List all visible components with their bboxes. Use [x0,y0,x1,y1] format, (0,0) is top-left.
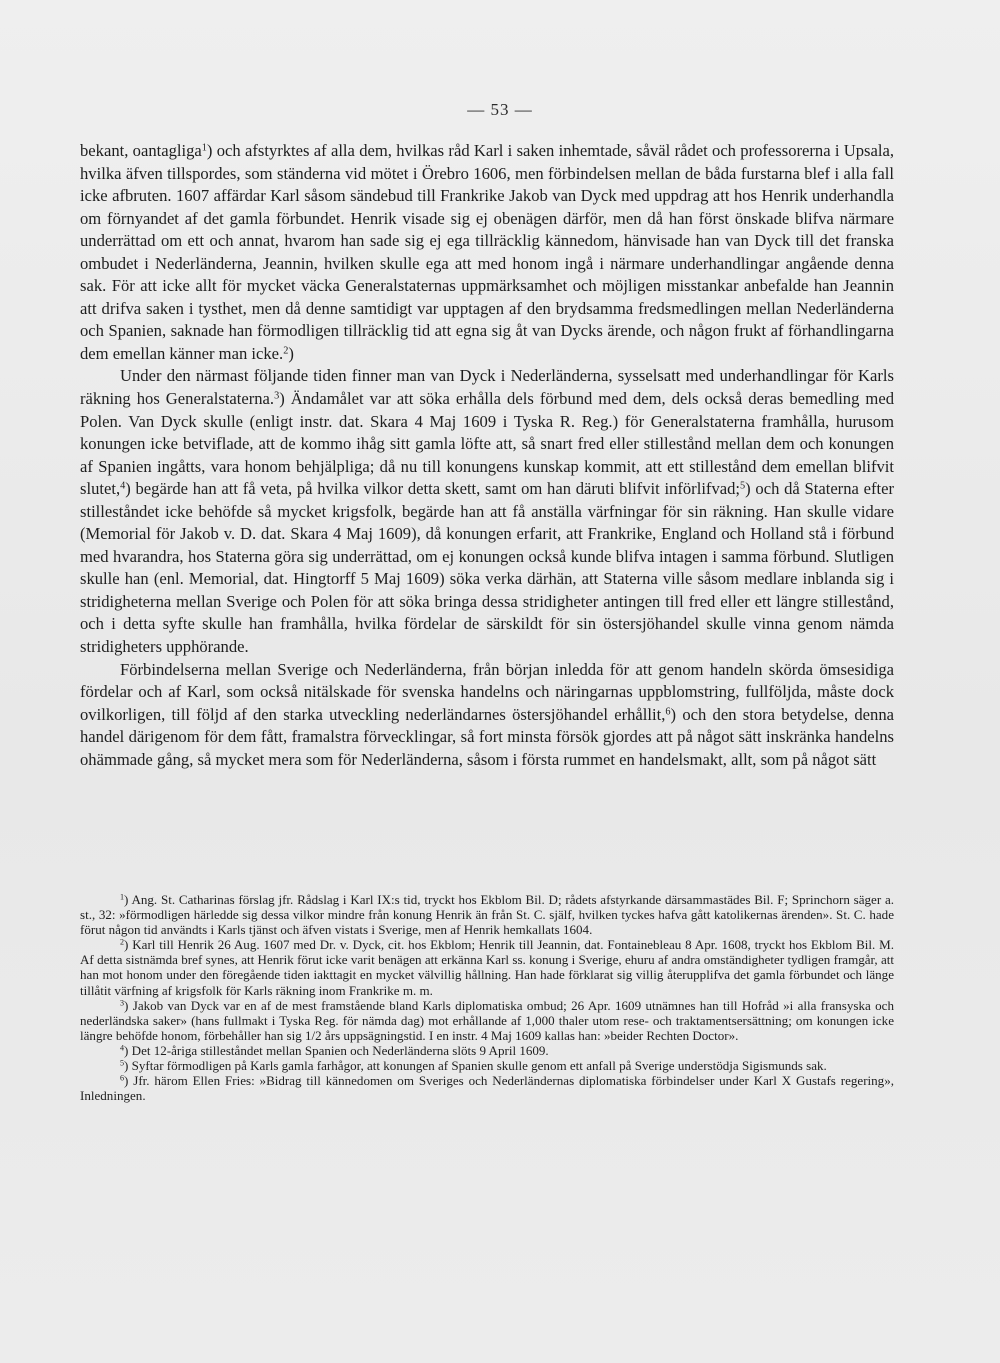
footnote-ref-5: 5 [740,480,746,492]
paragraph-1: bekant, oantagliga$^1$) och afstyrktes af alla dem, hvilkas råd Karl i saken inhemtade, såväl rådet och professorerna i Upsala, hvilka äfven tillspordes, som ständerna vid mötet i Örebro 1606, men förbindelsen mellan de båda furstarna blef i alla fall icke afbruten. 1607 affärdar Karl såsom sändebud till Frankrike Jakob van Dyck med uppdrag att hos Henrik underhandla om förnyandet af det gamla förbundet. Henrik visade sig ej obenägen därför, men då han först önskade blifva närmare underrättad om ett och annat, hvarom han sade sig ej ega tillräcklig kännedom, hänvisade han van Dyck till det franska ombudet i Nederländerna, Jeannin, hvilken skulle ega att med honom ingå i närmare underhandlingar angående denna sak. För att icke allt för mycket väcka Generalstaternas uppmärksamhet och möjligen misstankar anbefalde han Jeannin att drifva saken i tysthet, men då denne samtidigt var upptagen af den brydsamma fredsmedlingen mellan Nederländerna och Spanien, saknade han förmodligen tillräcklig tid att egna sig åt van Dycks ärende, och någon frukt af förhandlingarna dem emellan känner man icke.$^2$) [80,141,894,363]
footnote-ref-1: 1 [201,142,207,154]
footnote-2: $^2$) Karl till Henrik 26 Aug. 1607 med Dr. v. Dyck, cit. hos Ekblom; Henrik till Jeannin, dat. Fontainebleau 8 Apr. 1608, tryckt hos Ekblom Bil. M. Af detta sistnämda bref synes, att Henrik förut icke varit benägen att erkänna Karl ss. konung i Sverige, ehuru af andra omständigheter tydligen framgår, att han mot honom under den föregående tiden iakttagit en mycket välvillig hållning. Han hade förklarat sig villig återupplifva det gamla förbundet och länge tillåtit värfning af krigsfolk för Karls räkning inom Frankrike m. m. [80,937,894,998]
footnote-mark: 3 [120,998,125,1008]
footnotes [80,892,894,1103]
footnote-5: $^5$) Syftar förmodligen på Karls gamla farhågor, att konungen af Spanien skulle genom ett anfall på Sverige understödja Sigismunds sak. [120,1058,827,1074]
footnote-ref-3: 3 [274,390,280,402]
footnote-ref-2: 2 [283,345,289,357]
footnote-mark: 5 [120,1058,125,1068]
footnote-ref-6: 6 [665,706,671,718]
footnote-mark: 1 [120,892,125,902]
page-number: — 53 — [467,100,533,119]
fraction: 1/2 [305,1027,322,1043]
body-text [80,140,894,771]
footnote-ref-4: 4 [120,480,126,492]
footnote-6: $^6$) Jfr. härom Ellen Fries: »Bidrag till kännedomen om Sveriges och Nederländernas diplomatiska förbindelser under Karl X Gustafs regering», Inledningen. [80,1073,894,1104]
footnote-3: $^3$) Jakob van Dyck var en af de mest framstående bland Karls diplomatiska ombud; 26 Apr. 1609 utnämnes han till Hofråd »i alla fransyska och nederländska saker» (hans fullmakt i Tyska Reg. för nämda dag) mot erhållande af 1,000 thaler utom rese- och traktamentsersättning; om konungen icke längre behöfde honom, förbehåller han sig 1/2 års uppsägningstid. I en instr. 4 Maj 1609 kallas han: »beider Rechten Doctor». [80,997,894,1043]
paragraph-2: Under den närmast följande tiden finner man van Dyck i Nederländerna, sysselsatt med underhandlingar för Karls räkning hos Generalstaterna.$^3$) Ändamålet var att söka erhålla dels förbund med dem, dels också deras bemedling med Polen. Van Dyck skulle (enligt instr. dat. Skara 4 Maj 1609 i Tyska R. Reg.) för Generalstaterna framhålla, hurusom konungen icke betviflade, att de kommo ihåg sitt gamla löfte att, så snart fred eller stillestånd mellan dem och konungen af Spanien ingåtts, vara honom behjälpliga; då nu till konungens kunskap kommit, att ett stillestånd dem emellan blifvit slutet,$^4$) begärde han att få veta, på hvilka vilkor detta skett, samt om han däruti blifvit införlifvad;$^5$) och då Staterna efter stilleståndet icke behöfde så mycket krigsfolk, begärde han att få anställa värfningar för sin räkning. Han skulle vidare (Memorial för Jakob v. D. dat. Skara 4 Maj 1609), då konungen erfarit, att Frankrike, England och Holland stå i förbund med hvarandra, hos Staterna göra sig underrättad, om ej konungen också kunde blifva intagen i samma förbund. Slutligen skulle han (enl. Memorial, dat. Hingtorff 5 Maj 1609) söka verka därhän, att Staterna ville såsom medlare inblanda sig i stridigheterna mellan Sverige och Polen för att söka bringa dessa stridigheter antingen till fred eller ett längre stillestånd, och i detta syfte skulle han framhålla, hvilka fördelar de särskildt för sin östersjöhandel skulle vinna genom nämda stridigheters upphörande. [80,366,894,657]
footnote-mark: 2 [120,937,125,947]
footnote-4: $^4$) Det 12-åriga stilleståndet mellan Spanien och Nederländerna slöts 9 April 1609. [120,1042,549,1058]
paragraph-3: Förbindelserna mellan Sverige och Nederländerna, från början inledda för att genom handeln skörda ömsesidiga fördelar och af Karl, som också nitälskade för svenska handelns och näringarnas uppblomstring, fullföljda, måste dock ovilkorligen, till följd af den starka utveckling nederländarnes östersjöhandel erhållit,$^6$) och den stora betydelse, denna handel därigenom för dem fått, framalstra förvecklingar, så fort minsta försök gjordes att på något sätt inskränka handelns ohämmade gång, så mycket mera som för Nederländerna, såsom i första rummet en handelsmakt, allt, som på något sätt [80,659,894,769]
footnote-mark: 4 [120,1043,125,1053]
footnote-1: $^1$) Ang. St. Catharinas förslag jfr. Rådslag i Karl IX:s tid, tryckt hos Ekblom Bil. D; rådets afstyrkande därsammastädes Bil. F; Sprinchorn säger a. st., 32: »förmodligen härledde sig dessa vilkor mindre från konung Henrik än från St. C. själf, hvilken tyckes hafva gått katolikernas ärenden». St. C. hade förut någon tid användts i Karls tjänst och äfven vistats i Sverige, men af Henrik hemkallats 1604. [80,892,894,938]
footnote-mark: 6 [120,1073,125,1083]
